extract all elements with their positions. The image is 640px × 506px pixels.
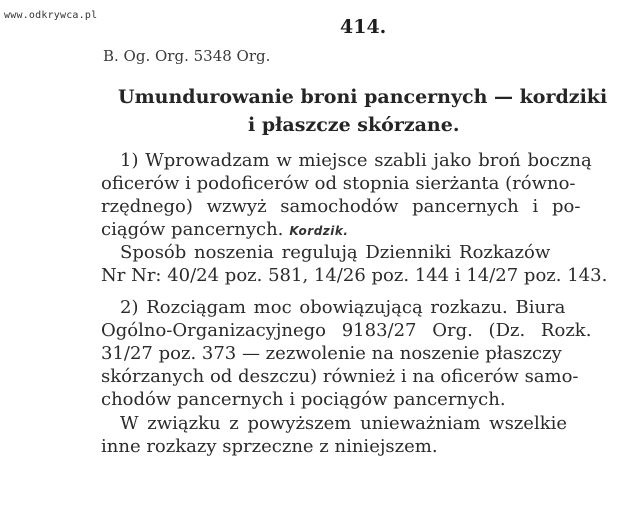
paragraph-3-line-5: chodów pancernych i pociągów pancernych. [101, 389, 506, 410]
paragraph-1-line-3: rzędnego) wzwyż samochodów pancernych i po- [101, 196, 581, 217]
paragraph-3-line-4: skórzanych od deszczu) również i na oficerów samo- [101, 366, 579, 387]
document-title-line-2: i płaszcze skórzane. [248, 114, 460, 136]
paragraph-1-line-4 [101, 219, 348, 242]
watermark-text: www.odkrywca.pl [4, 10, 98, 21]
paragraph-1-line-1: 1) Wprowadzam w miejsce szabli jako broń boczną [120, 150, 592, 171]
paragraph-4-line-2: inne rozkazy sprzeczne z niniejszem. [101, 436, 438, 457]
paragraph-3-line-2: Ogólno-Organizacyjnego 9183/27 Org. (Dz. Rozk. [101, 320, 592, 341]
handwritten-annotation: Kordzik. [289, 224, 349, 238]
paragraph-4-line-1: W związku z powyższem unieważniam wszelkie [120, 413, 568, 434]
paragraph-3-line-3: 31/27 poz. 373 — zezwolenie na noszenie płaszczy [101, 343, 562, 364]
paragraph-3-line-1: 2) Rozciągam moc obowiązującą rozkazu. Biura [120, 297, 566, 318]
paragraph-1-line-2: oficerów i podoficerów od stopnia sierżanta (równo- [101, 173, 576, 194]
order-reference: B. Og. Org. 5348 Org. [103, 47, 271, 65]
paragraph-2-line-2: Nr Nr: 40/24 poz. 581, 14/26 poz. 144 i 14/27 poz. 143. [101, 265, 608, 286]
paragraph-1-line-4-text: ciągów pancernych. [101, 219, 284, 240]
document-title-line-1: Umundurowanie broni pancernych — kordziki [118, 86, 608, 108]
paragraph-2-line-1: Sposób noszenia regulują Dzienniki Rozkazów [120, 242, 551, 263]
page-number: 414. [340, 16, 387, 38]
